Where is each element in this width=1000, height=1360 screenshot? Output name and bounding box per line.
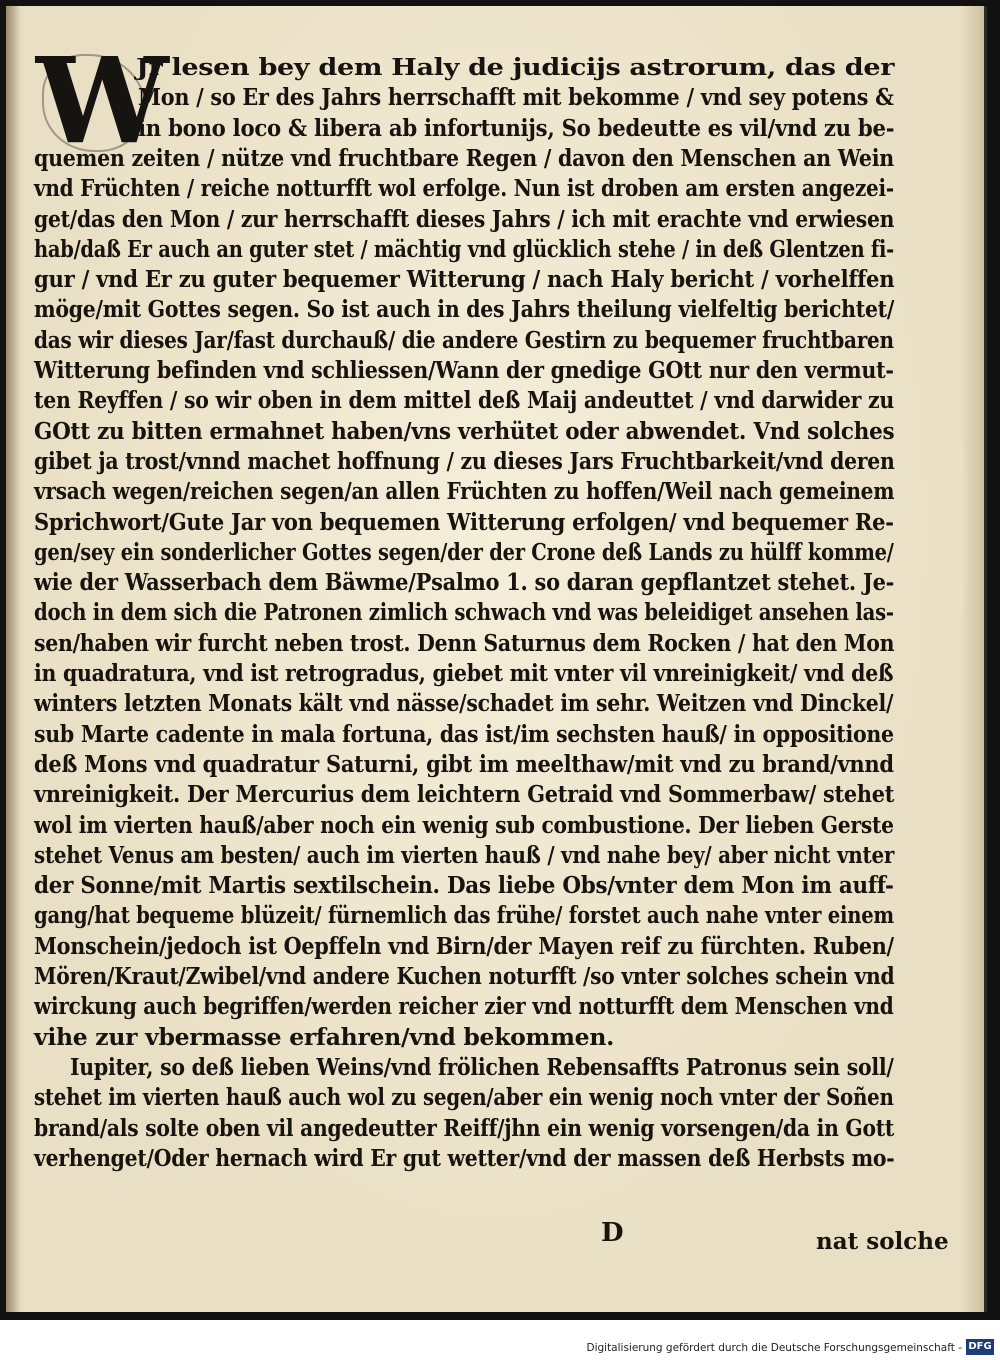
- text-line: deß Mons vnd quadratur Saturni, gibt im meelthaw/mit vnd zu brand/vnnd: [34, 749, 894, 778]
- text-line: winters letzten Monats kält vnd nässe/schadet im sehr. Weitzen vnd Dinckel/: [34, 689, 894, 718]
- text-line: GOtt zu bitten ermahnet haben/vns verhütet oder abwendet. Vnd solches: [34, 416, 895, 445]
- text-line: möge/mit Gottes segen. So ist auch in des Jahrs theilung vielfeltig berichtet/: [34, 295, 895, 324]
- text-line: der Sonne/mit Martis sextilschein. Das liebe Obs/vnter dem Mon im auff-: [34, 871, 894, 900]
- text-line: hab/daß Er auch an guter stet / mächtig vnd glücklich stehe / in deß Glentzen fi-: [34, 234, 894, 263]
- decorated-initial-letter: W: [36, 31, 169, 170]
- text-line: verhenget/Oder hernach wird Er gut wetter/vnd der massen deß Herbsts mo-: [34, 1143, 895, 1172]
- text-line: ten Reyffen / so wir oben in dem mittel deß Maij andeuttet / vnd darwider zu: [34, 386, 895, 415]
- text-line: sub Marte cadente in mala fortuna, das ist/im sechsten hauß/ in oppositione: [34, 719, 894, 748]
- text-line: in bono loco & libera ab infortunijs, So bedeutte es vil/vnd zu be-: [138, 113, 895, 142]
- text-line: Witterung befinden vnd schliessen/Wann der gnedige GOtt nur den vermut-: [34, 356, 894, 384]
- text-line: wol im vierten hauß/aber noch ein wenig sub combustione. Der lieben Gerste: [34, 810, 894, 839]
- text-line: get/das den Mon / zur herrschafft dieses Jahrs / ich mit erachte vnd erwiesen: [34, 204, 895, 233]
- text-line: Mon / so Er des Jahrs herrschafft mit bekomme / vnd sey potens &: [138, 83, 894, 112]
- text-line: wirckung auch begriffen/werden reicher zier vnd notturfft dem Menschen vnd: [34, 992, 894, 1021]
- text-line: in quadratura, vnd ist retrogradus, giebet mit vnter vil vnreinigkeit/ vnd deß: [34, 659, 894, 687]
- text-line: doch in dem sich die Patronen zimlich schwach vnd was beleidiget ansehen las-: [34, 598, 894, 627]
- text-line: vihe zur vbermasse erfahren/vnd bekommen.: [34, 1022, 614, 1051]
- text-line: vrsach wegen/reichen segen/an allen Früchten zu hoffen/Weil nach gemeinem: [34, 477, 895, 506]
- text-line: quemen zeiten / nütze vnd fruchtbare Regen / davon den Menschen an Wein: [34, 143, 894, 172]
- text-line: Mören/Kraut/Zwibel/vnd andere Kuchen noturfft /so vnter solches schein vnd: [34, 962, 895, 990]
- document-page: [6, 6, 987, 1312]
- text-line: gibet ja trost/vnnd machet hoffnung / zu dieses Jars Fruchtbarkeit/vnd deren: [34, 446, 895, 475]
- catchword: nat solche: [816, 1228, 949, 1255]
- text-line: Sprichwort/Gute Jar von bequemen Witterung erfolgen/ vnd bequemer Re-: [34, 507, 894, 536]
- text-line: wie der Wasserbach dem Bäwme/Psalmo 1. so daran gepflantzet stehet. Je-: [34, 568, 895, 597]
- signature-mark: D: [601, 1218, 624, 1248]
- dfg-logo: DFG: [966, 1339, 994, 1355]
- funding-credit: Digitalisierung gefördert durch die Deutsche Forschungsgemeinschaft -: [586, 1342, 962, 1354]
- text-line: Iupiter, so deß lieben Weins/vnd frölichen Rebensaffts Patronus sein soll/: [70, 1052, 894, 1081]
- text-line: sen/haben wir furcht neben trost. Denn Saturnus dem Rocken / hat den Mon: [34, 628, 895, 657]
- text-line: stehet im vierten hauß auch wol zu segen/aber ein wenig noch vnter der Soñen: [34, 1083, 894, 1112]
- footer: [0, 1320, 1000, 1360]
- text-line: Jr lesen bey dem Haly de judicijs astrorum, das der: [136, 53, 895, 81]
- text-line: das wir dieses Jar/fast durchauß/ die andere Gestirn zu bequemer fruchtbaren: [34, 325, 894, 354]
- text-line: Monschein/jedoch ist Oepffeln vnd Birn/der Mayen reif zu fürchten. Ruben/: [34, 931, 894, 960]
- text-line: stehet Venus am besten/ auch im vierten hauß / vnd nahe bey/ aber nicht vnter: [34, 840, 895, 869]
- text-line: brand/als solte oben vil angedeutter Reiff/jhn ein wenig vorsengen/da in Gott: [34, 1113, 895, 1142]
- text-line: gur / vnd Er zu guter bequemer Witterung / nach Haly bericht / vorhelffen: [34, 265, 895, 294]
- text-line: gang/hat bequeme blüzeit/ fürnemlich das frühe/ forstet auch nahe vnter einem: [34, 901, 894, 930]
- text-line: gen/sey ein sonderlicher Gottes segen/der der Crone deß Lands zu hülff komme/: [34, 537, 894, 566]
- text-block: [6, 6, 984, 1312]
- text-line: vnd Früchten / reiche notturfft wol erfolge. Nun ist droben am ersten angezei-: [34, 174, 894, 203]
- text-line: vnreinigkeit. Der Mercurius dem leichtern Getraid vnd Sommerbaw/ stehet: [34, 780, 895, 809]
